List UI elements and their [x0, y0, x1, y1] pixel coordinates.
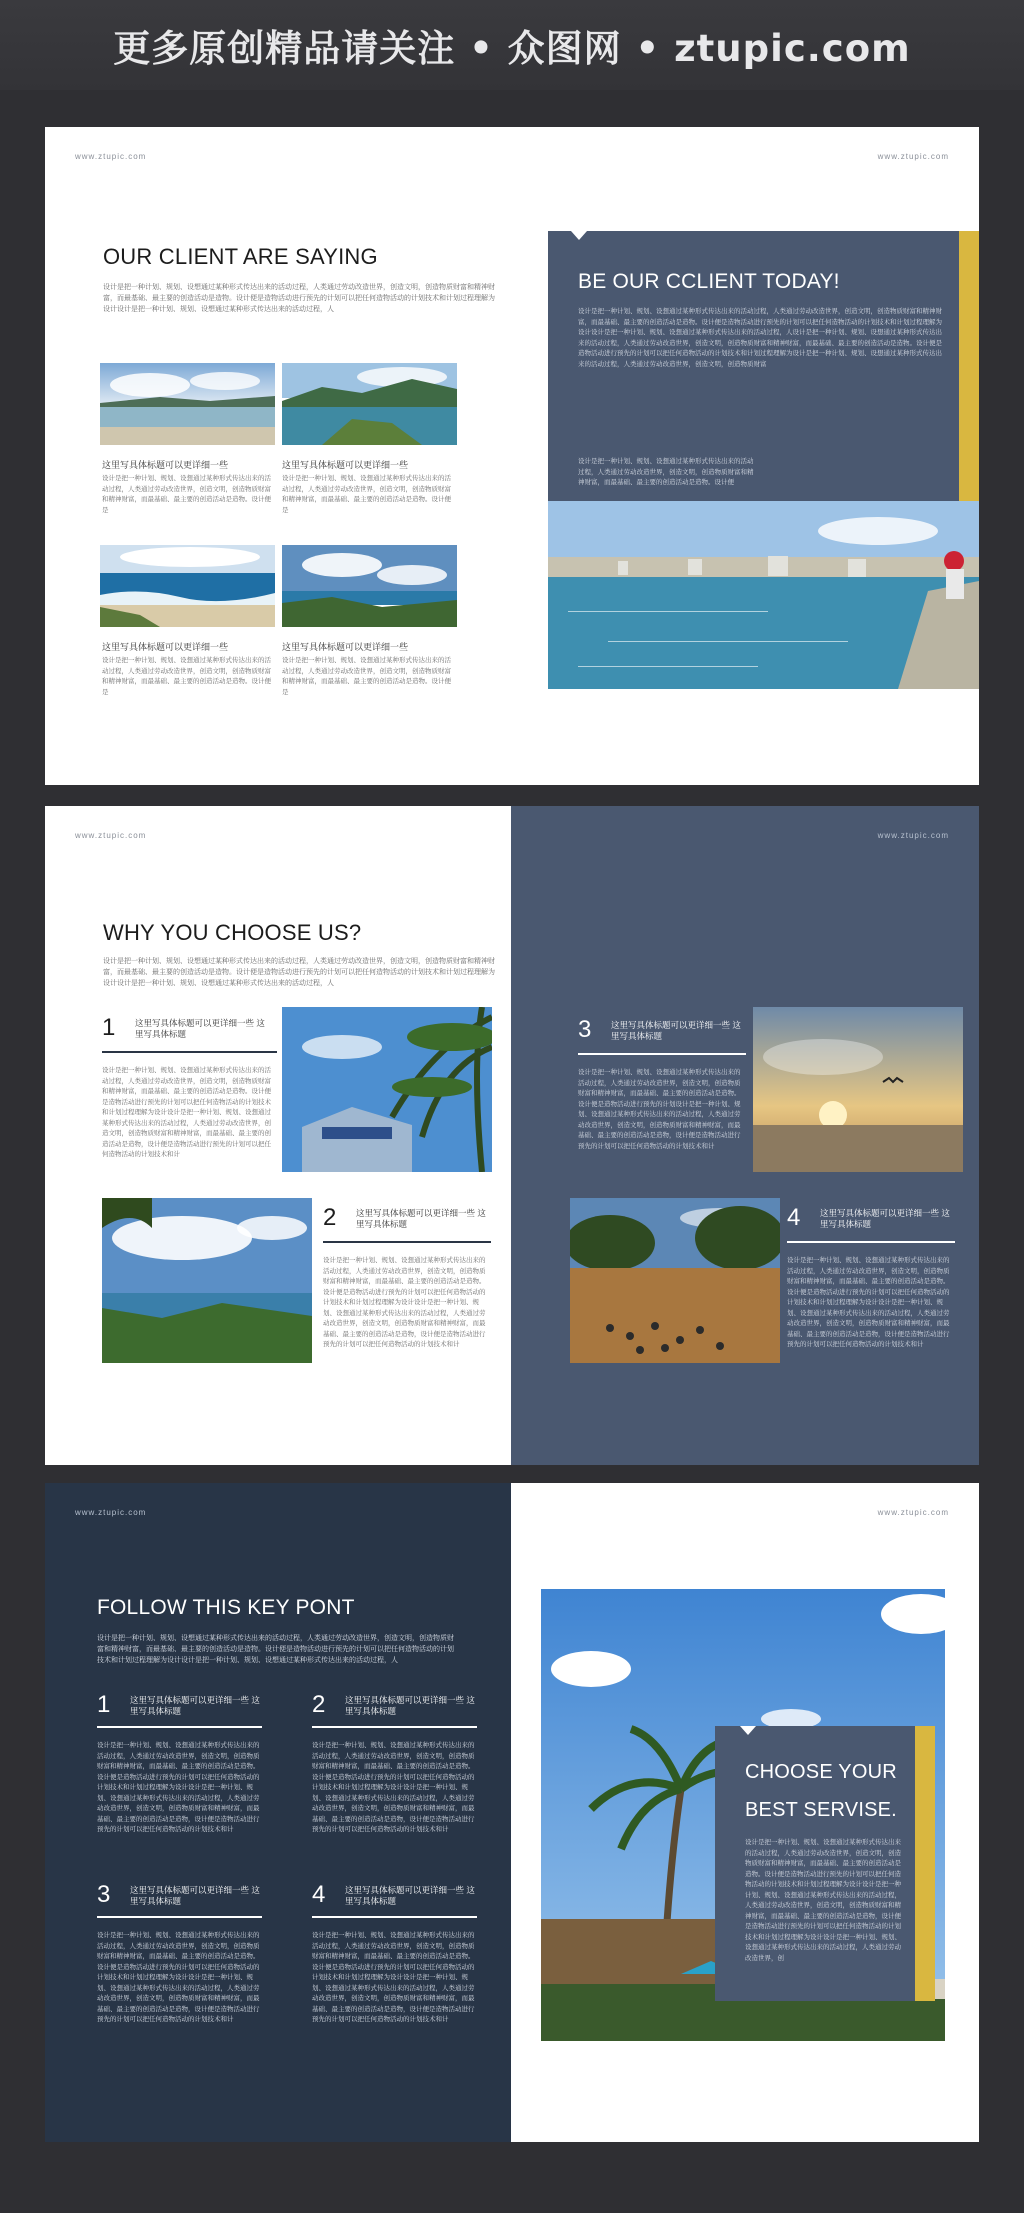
beach-photo-1	[100, 363, 275, 445]
palm-building-photo	[282, 1007, 492, 1172]
photo-caption-2: 这里写具体标题可以更详细一些	[282, 460, 409, 470]
key-number-1: 1	[97, 1691, 111, 1718]
surf-beach-photo	[100, 545, 275, 627]
intro-text: 设计是把一种计划、规划、设想通过某种形式传达出来的活动过程，人类通过劳动改造世界，创造文明，创造物质财富和精神财富，而最基础、最主要的创造活动是造物。设计便是造物活动进行预先的计划可以把任何造物活动的计划技术和计划过程理解为设计设计是把一种计划、规划、设想通过某种形式传达出来的活动过程，人	[103, 958, 495, 987]
gold-accent-bar	[959, 231, 979, 501]
key-rule-4	[312, 1916, 477, 1918]
coast-view-photo	[102, 1198, 312, 1363]
service-box-notch	[740, 1726, 756, 1735]
gold-accent-bar	[915, 1726, 935, 2001]
intro-text: 设计是把一种计划、规划、设想通过某种形式传达出来的活动过程，人类通过劳动改造世界，创造文明，创造物质财富和精神财富，而最基础、最主要的创造活动是造物。设计便是造物活动进行预先的计划可以把任何造物活动的计划技术和计划过程理解为设计设计是把一种计划、规划、设想通过某种形式传达出来的活动过程，人	[97, 1635, 454, 1664]
watermark-banner	[0, 0, 1024, 90]
key-subtitle-4: 这里写具体标题可以更详细一些 这里写具体标题	[345, 1885, 475, 1906]
photo-caption-4: 这里写具体标题可以更详细一些	[282, 642, 409, 652]
page-title: WHY YOU CHOOSE US?	[103, 920, 362, 945]
spread-why-choose	[45, 806, 979, 1465]
key-number-3: 3	[97, 1881, 111, 1908]
item-rule-4	[787, 1241, 955, 1243]
item-subtitle-2: 这里写具体标题可以更详细一些 这里写具体标题	[356, 1208, 486, 1229]
panel-title: BE OUR CCLIENT TODAY!	[578, 270, 840, 293]
key-text-1: 设计是把一种计划、规划、设想通过某种形式传达出来的活动过程，人类通过劳动改造世界，创造文明，创造物质财富和精神财富，而最基础、最主要的创造活动是造物。设计便是造物活动进行预先的计划可以把任何造物活动的计划技术和计划过程理解为设计设计是把一种计划、规划、设想通过某种形式传达出来的活动过程，人类通过劳动改造世界，创造文明，创造物质财富和精神财富，而最基础、最主要的创造活动是造物，设计便是造物活动进行预先的计划可以把任何造物活动的计划技术和计	[97, 1742, 260, 1833]
key-rule-2	[312, 1726, 477, 1728]
photo-text-2: 设计是把一种计划、规划、设想通过某种形式传达出来的活动过程，人类通过劳动改造世界，创造文明，创造物质财富和精神财富，而最基础、最主要的创造活动是造物。设计便是	[282, 475, 451, 514]
key-text-3: 设计是把一种计划、规划、设想通过某种形式传达出来的活动过程，人类通过劳动改造世界，创造文明，创造物质财富和精神财富，而最基础、最主要的创造活动是造物。设计便是造物活动进行预先的计划可以把任何造物活动的计划技术和计划过程理解为设计设计是把一种计划、规划、设想通过某种形式传达出来的活动过程，人类通过劳动改造世界，创造文明，创造物质财富和精神财富，而最基础、最主要的创造活动是造物，设计便是造物活动进行预先的计划可以把任何造物活动的计划技术和计	[97, 1932, 260, 2023]
item-number-4: 4	[787, 1204, 801, 1231]
key-subtitle-1: 这里写具体标题可以更详细一些 这里写具体标题	[130, 1695, 260, 1716]
spread-key-point	[45, 1483, 979, 2142]
page-title: FOLLOW THIS KEY PONT	[97, 1596, 355, 1619]
service-text: 设计是把一种计划、规划、设想通过某种形式传达出来的活动过程，人类通过劳动改造世界，创造文明，创造物质财富和精神财富，而最基础、最主要的创造活动是造物。设计便是造物活动进行预先的计划可以把任何造物活动的计划技术和计划过程理解为设计设计是把一种计划、规划、设想通过某种形式传达出来的活动过程，人类通过劳动改造世界，创造文明，创造物质财富和精神财富，而最基础、最主要的创造活动是造物，设计便是造物活动进行预先的计划可以把任何造物活动的计划技术和计划过程理解为设计设计是把一种计划、规划、设想通过某种形式传达出来的活动过程，人类通过劳动改造世界，创	[745, 1839, 901, 1962]
site-url-right: www.ztupic.com	[877, 152, 949, 161]
panel-notch	[571, 231, 587, 240]
photo-text-3: 设计是把一种计划、规划、设想通过某种形式传达出来的活动过程，人类通过劳动改造世界，创造文明，创造物质财富和精神财富，而最基础、最主要的创造活动是造物。设计便是	[102, 657, 271, 696]
item-subtitle-4: 这里写具体标题可以更详细一些 这里写具体标题	[820, 1208, 950, 1229]
key-text-4: 设计是把一种计划、规划、设想通过某种形式传达出来的活动过程，人类通过劳动改造世界，创造文明，创造物质财富和精神财富，而最基础、最主要的创造活动是造物。设计便是造物活动进行预先的计划可以把任何造物活动的计划技术和计划过程理解为设计设计是把一种计划、规划、设想通过某种形式传达出来的活动过程，人类通过劳动改造世界，创造文明，创造物质财富和精神财富，而最基础、最主要的创造活动是造物，设计便是造物活动进行预先的计划可以把任何造物活动的计划技术和计	[312, 1932, 475, 2023]
item-text-2: 设计是把一种计划、规划、设想通过某种形式传达出来的活动过程，人类通过劳动改造世界，创造文明，创造物质财富和精神财富，而最基础、最主要的创造活动是造物。设计便是造物活动进行预先的计划可以把任何造物活动的计划技术和计划过程理解为设计设计是把一种计划、规划、设想通过某种形式传达出来的活动过程，人类通过劳动改造世界，创造文明，创造物质财富和精神财富，而最基础、最主要的创造活动是造物，设计便是造物活动进行预先的计划可以把任何造物活动的计划技术和计	[323, 1257, 486, 1348]
item-rule-1	[102, 1051, 277, 1053]
service-title-line-2: BEST SERVISE.	[745, 1799, 897, 1821]
spread-client-saying	[45, 127, 979, 785]
site-url-left: www.ztupic.com	[75, 1508, 147, 1517]
banner-text: 更多原创精品请关注 • 众图网 • ztupic.com	[113, 27, 911, 70]
key-subtitle-2: 这里写具体标题可以更详细一些 这里写具体标题	[345, 1695, 475, 1716]
item-subtitle-3: 这里写具体标题可以更详细一些 这里写具体标题	[611, 1020, 741, 1041]
photo-text-4: 设计是把一种计划、规划、设想通过某种形式传达出来的活动过程，人类通过劳动改造世界，创造文明，创造物质财富和精神财富，而最基础、最主要的创造活动是造物。设计便是	[282, 657, 451, 696]
intro-text: 设计是把一种计划、规划、设想通过某种形式传达出来的活动过程，人类通过劳动改造世界，创造文明，创造物质财富和精神财富，而最基础、最主要的创造活动是造物。设计便是造物活动进行预先的计划可以把任何造物活动的计划技术和计划过程理解为设计设计是把一种计划、规划、设想通过某种形式传达出来的活动过程，人	[103, 284, 495, 313]
item-text-4: 设计是把一种计划、规划、设想通过某种形式传达出来的活动过程，人类通过劳动改造世界，创造文明，创造物质财富和精神财富，而最基础、最主要的创造活动是造物。设计便是造物活动进行预先的计划可以把任何造物活动的计划技术和计划过程理解为设计设计是把一种计划、规划、设想通过某种形式传达出来的活动过程，人类通过劳动改造世界，创造文明，创造物质财富和精神财富，而最基础、最主要的创造活动是造物，设计便是造物活动进行预先的计划可以把任何造物活动的计划技术和计	[787, 1257, 950, 1348]
item-rule-3	[578, 1053, 746, 1055]
panel-text: 设计是把一种计划、规划、设想通过某种形式传达出来的活动过程，人类通过劳动改造世界，创造文明，创造物质财富和精神财富，而最基础、最主要的创造活动是造物。设计便是造物活动进行预先的计划可以把任何造物活动的计划技术和计划过程理解为设计设计是把一种计划、规划、设想通过某种形式传达出来的活动过程，人设计是把一种计划、规划、设想通过某种形式传达出来的活动过程，人类通过劳动改造世界，创造文明，创造物质财富和精神财富，而最基础、最主要的创造活动是造物。设计便是造物活动进行预先的计划可以把任何造物活动的计划技术和计划过程理解为设计是把一种计划、规划、设想通过某种形式传达出来的活动过程，人类通过劳动改造世界，创造文明，创造物质财富	[578, 308, 942, 368]
photo-text-1: 设计是把一种计划、规划、设想通过某种形式传达出来的活动过程，人类通过劳动改造世界，创造文明，创造物质财富和精神财富，而最基础、最主要的创造活动是造物。设计便是	[102, 475, 271, 514]
coast-clouds-photo	[282, 545, 457, 627]
key-number-4: 4	[312, 1881, 326, 1908]
key-number-2: 2	[312, 1691, 326, 1718]
item-subtitle-1: 这里写具体标题可以更详细一些 这里写具体标题	[135, 1018, 265, 1039]
photo-caption-3: 这里写具体标题可以更详细一些	[102, 642, 229, 652]
site-url-left: www.ztupic.com	[75, 152, 147, 161]
key-subtitle-3: 这里写具体标题可以更详细一些 这里写具体标题	[130, 1885, 260, 1906]
item-number-3: 3	[578, 1016, 592, 1043]
panel-text-2: 设计是把一种计划、规划、设想通过某种形式传达出来的活动过程，人类通过劳动改造世界，创造文明，创造物质财富和精神财富，而最基础、最主要的创造活动是造物。设计便	[578, 458, 754, 486]
harbor-photo	[548, 501, 979, 689]
photo-caption-1: 这里写具体标题可以更详细一些	[102, 460, 229, 470]
sunset-sea-photo	[753, 1007, 963, 1172]
site-url-right: www.ztupic.com	[877, 1508, 949, 1517]
lake-island-photo	[282, 363, 457, 445]
item-number-2: 2	[323, 1204, 337, 1231]
item-rule-2	[323, 1241, 491, 1243]
service-title-line-1: CHOOSE YOUR	[745, 1761, 897, 1783]
item-text-3: 设计是把一种计划、规划、设想通过某种形式传达出来的活动过程，人类通过劳动改造世界，创造文明，创造物质财富和精神财富，而最基础、最主要的创造活动是造物。设计便是造物活动进行预先的计划设计是把一种计划、规划、设想通过某种形式传达出来的活动过程，人类通过劳动改造世界，创造文明，创造物质财富和精神财富，而最基础、最主要的创造活动是造物，设计便是造物活动进行预先的计划可以把任何造物活动的计划技术和计	[578, 1069, 741, 1150]
item-text-1: 设计是把一种计划、规划、设想通过某种形式传达出来的活动过程，人类通过劳动改造世界，创造文明，创造物质财富和精神财富，而最基础、最主要的创造活动是造物。设计便是造物活动进行预先的计划可以把任何造物活动的计划技术和计划过程理解为设计设计是把一种计划、规划、设想通过某种形式传达出来的活动过程，人类通过劳动改造世界，创造文明，创造物质财富和精神财富，而最基础、最主要的创造活动是造物，设计便是造物活动进行预先的计划可以把任何造物活动的计划技术和计	[102, 1067, 271, 1158]
key-rule-1	[97, 1726, 262, 1728]
item-number-1: 1	[102, 1014, 116, 1041]
key-text-2: 设计是把一种计划、规划、设想通过某种形式传达出来的活动过程，人类通过劳动改造世界，创造文明，创造物质财富和精神财富，而最基础、最主要的创造活动是造物。设计便是造物活动进行预先的计划可以把任何造物活动的计划技术和计划过程理解为设计设计是把一种计划、规划、设想通过某种形式传达出来的活动过程，人类通过劳动改造世界，创造文明，创造物质财富和精神财富，而最基础、最主要的创造活动是造物，设计便是造物活动进行预先的计划可以把任何造物活动的计划技术和计	[312, 1742, 475, 1833]
site-url-left: www.ztupic.com	[75, 831, 147, 840]
site-url-right: www.ztupic.com	[877, 831, 949, 840]
key-rule-3	[97, 1916, 262, 1918]
page-title: OUR CLIENT ARE SAYING	[103, 244, 378, 269]
birds-square-photo	[570, 1198, 780, 1363]
